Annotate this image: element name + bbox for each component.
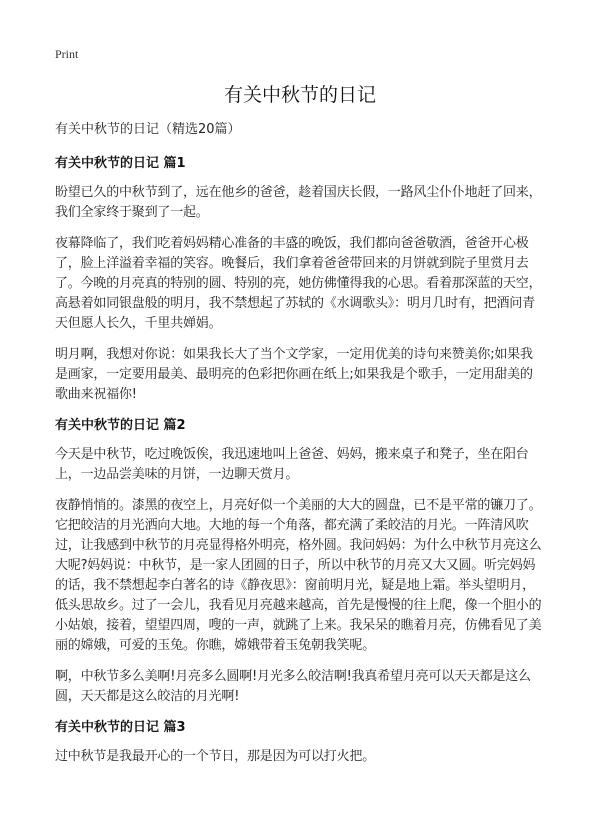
paragraph: 盼望已久的中秋节到了，远在他乡的爸爸，趁着国庆长假，一路风尘仆仆地赶了回来，我们全家终于聚到了一起。 <box>55 185 542 220</box>
paragraph: 过中秋节是我最开心的一个节日，那是因为可以打火把。 <box>55 749 376 764</box>
paragraph: 啊，中秋节多么美啊!月亮多么圆啊!月光多么皎洁啊!我真希望月亮可以天天都是这么圆，天天都是这么皎洁的月光啊! <box>55 669 531 704</box>
paragraph: 明月啊，我想对你说：如果我长大了当个文学家，一定用优美的诗句来赞美你;如果我是画家，一定要用最美、最明亮的色彩把你画在纸上;如果我是个歌手，一定用甜美的歌曲来祝福你! <box>55 347 533 402</box>
section-heading: 有关中秋节的日记 篇2 <box>55 418 186 433</box>
paragraph: 今天是中秋节，吃过晚饭俟，我迅速地叫上爸爸、妈妈，搬来桌子和凳子，坐在阳台上，一边品尝美味的月饼，一边聊天赏月。 <box>55 447 529 482</box>
print-link[interactable]: Print <box>55 47 79 61</box>
paragraph: 夜幕降临了，我们吃着妈妈精心准备的丰盛的晚饭，我们都向爸爸敬酒，爸爸开心极了，脸上洋溢着幸福的笑容。晚餐后，我们拿着爸爸带回来的月饼就到院子里赏月去了。今晚的月亮真的特别的圆、特别的亮，她仿佛懂得我的心思。看着那深蓝的天空，高悬着如同银盘般的明月，我不禁想起了苏轼的《水调歌头》：明月几时有，把酒问青天但愿人长久，千里共婵娟。 <box>55 236 542 331</box>
page-title: 有关中秋节的日记 <box>223 84 376 106</box>
paragraph: 夜静悄悄的。漆黑的夜空上，月亮好似一个美丽的大大的圆盘，已不是平常的镰刀了。它把皎洁的月光洒向大地。大地的每一个角落，都充满了柔皎洁的月光。一阵清风吹过，让我感到中秋节的月亮显得格外明亮，格外圆。我问妈妈：为什么中秋节月亮这么大呢?妈妈说：中秋节，是一家人团圆的日子，所以中秋节的月亮又大又圆。听完妈妈的话，我不禁想起李白著名的诗《静夜思》：窗前明月光，疑是地上霜。举头望明月，低头思故乡。过了一会儿，我看见月亮越来越高，首先是慢慢的往上爬，像一个胆小的小姑娘，接着，望望四周，嗖的一声，就跳了上来。我呆呆的瞧着月亮，仿佛看见了美丽的嫦娥，可爱的玉兔。你瞧，嫦娥带着玉兔朝我笑呢。 <box>55 498 542 653</box>
section-heading: 有关中秋节的日记 篇1 <box>55 156 186 171</box>
document-subtitle: 有关中秋节的日记（精选20篇） <box>55 122 241 137</box>
document-body <box>55 120 543 778</box>
section-heading: 有关中秋节的日记 篇3 <box>55 720 186 735</box>
